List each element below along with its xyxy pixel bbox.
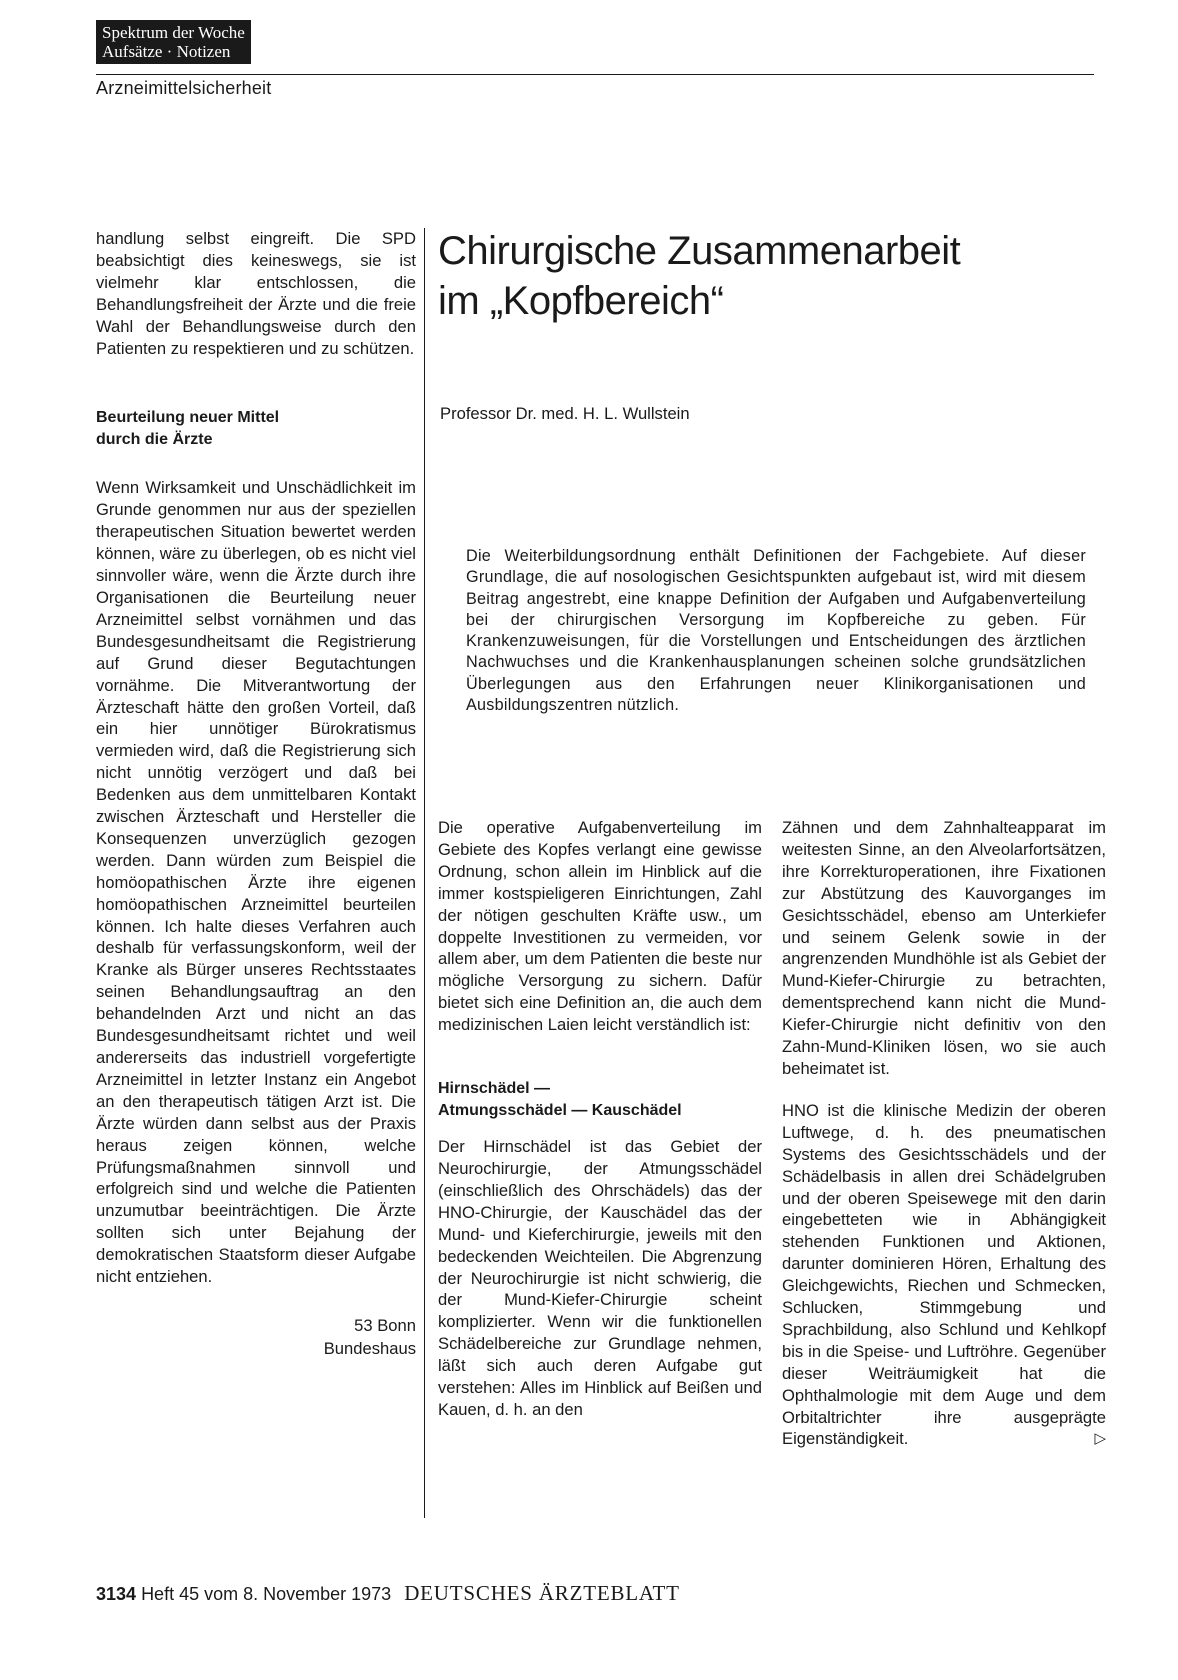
address-line-2: Bundeshaus [323, 1338, 416, 1358]
section-badge [96, 20, 251, 64]
article-title-line-2: im „Kopfbereich“ [438, 279, 724, 323]
middle-subheading-line-1: Hirnschädel — [438, 1080, 551, 1098]
journal-name: DEUTSCHES ÄRZTEBLATT [404, 1581, 680, 1605]
page-footer [96, 1581, 680, 1606]
middle-subheading-line-2: Atmungsschädel — Kauschädel [438, 1102, 682, 1120]
right-paragraph-2-text: HNO ist die klinische Medizin der oberen Luftwege, d. h. des pneumatischen Systems des Gesichtsschädels und der Schädelbasis in allen drei Schädelgruben und der oberen Speisewege mit den darin eingebetteten wie in Abhängigkeit stehenden Funktionen und Aktionen, darunter dominieren Hören, Erhaltung des Gleichgewichts, Riechen und Schmecken, Schlucken, Stimmgebung und Sprachbildung, also Schlund und Kehlkopf bis in die Speise- und Luftröhre. Gegenüber dieser Weiträumigkeit hat die Ophthalmologie mit dem Auge und dem Orbitaltrichter ihre ausgeprägte Eigenständigkeit. [782, 1100, 1106, 1449]
column-divider [424, 228, 425, 1518]
middle-subheading [438, 1078, 762, 1122]
middle-paragraph-2: Der Hirnschädel ist das Gebiet der Neurochirurgie, der Atmungsschädel (einschließlich des Ohrschädels) das der HNO-Chirurgie, der Kauschädel das der Mund- und Kieferchirurgie, jeweils mit den bedeckenden Weichteilen. Die Abgrenzung der Neurochirurgie ist nicht schwierig, die der Mund-Kiefer-Chirurgie scheint komplizierter. Wenn wir die funktionellen Schädelbereiche zur Grundlage nehmen, läßt sich auch deren Aufgabe gut verstehen: Alles im Hinblick auf Beißen und Kauen, d. h. an den [438, 1137, 762, 1419]
right-column [782, 817, 1106, 1450]
article-title [438, 226, 960, 326]
left-column [96, 228, 416, 1360]
section-label: Arzneimittelsicherheit [96, 78, 272, 98]
article-abstract: Die Weiterbildungsordnung enthält Definitionen der Fachgebiete. Auf dieser Grundlage, die auf nosologischen Gesichtspunkten aufgebaut ist, wird mit diesem Beitrag angestrebt, eine knappe Definition der Aufgaben und Aufgabenverteilung bei der chirurgischen Versorgung im Kopfbereiche zu geben. Für Krankenzuweisungen, für die Vorstellungen und Entscheidungen des ärztlichen Nachwuchses und die Krankenhausplanungen scheinen solche grundsätzlichen Überlegungen aus den Erfahrungen neuer Klinikorganisationen und Ausbildungszentren nützlich. [466, 547, 1086, 715]
left-subheading-line-1: Beurteilung neuer Mittel [96, 409, 280, 427]
page-number: 3134 [96, 1584, 137, 1604]
left-body-paragraph: Wenn Wirksamkeit und Unschädlichkeit im Grunde genommen nur aus der speziellen therapeutischen Situation bewertet werden können, wäre zu überlegen, ob es nicht viel sinnvoller wäre, wenn die Ärzte durch ihre Organisationen die Beurteilung neuer Arzneimittel selbst vornähmen und das Bundesgesundheitsamt die Registrierung auf Grund dieser Begutachtungen vornähme. Die Mitverantwortung der Ärzteschaft hätte den großen Vorteil, daß ein hier unnötiger Bürokratismus vermieden wird, daß die Registrierung sich nicht unnötig verzögert und daß bei Bedenken aus dem unmittelbaren Kontakt zwischen Ärzteschaft und Hersteller die Konsequenzen unverzüglich gezogen werden. Dann würden zum Beispiel die homöopathischen Ärzte ihre eigenen homöopathischen Arzneimittel beurteilen können. Ich halte dieses Verfahren auch deshalb für verfassungskonform, weil der Kranke als Bürger unseres Rechtsstaates seinen Behandlungsauftrag an den behandelnden Arzt und nicht an das Bundesgesundheitsamt richtet und weil andererseits das industriell vorgefertigte Arzneimittel in letzter Instanz ein Angebot an den therapeutisch tätigen Arzt ist. Die Ärzte würden dann selbst aus der Praxis heraus zeigen können, welche Prüfungsmaßnahmen sinnvoll und erfolgreich sind und welche die Patienten unzumutbar beeinträchtigen. Die Ärzte sollten sich unter Bejahung der demokratischen Staatsform dieser Aufgabe nicht entziehen. [96, 478, 416, 1287]
left-subheading [96, 407, 416, 451]
address-block [96, 1314, 416, 1360]
author-line: Professor Dr. med. H. L. Wullstein [440, 404, 690, 423]
badge-line-2: Aufsätze · Notizen [102, 42, 231, 61]
issue-info: Heft 45 vom 8. November 1973 [141, 1584, 392, 1604]
article-title-line-1: Chirurgische Zusammenarbeit [438, 229, 961, 273]
badge-line-1: Spektrum der Woche [102, 23, 245, 42]
left-subheading-line-2: durch die Ärzte [96, 431, 213, 449]
address-line-1: 53 Bonn [354, 1315, 416, 1335]
right-paragraph-2 [782, 1100, 1106, 1451]
continue-arrow-icon: ▷ [1094, 1430, 1106, 1448]
header-rule [96, 74, 1094, 75]
right-paragraph-1: Zähnen und dem Zahnhalteapparat im weitesten Sinne, an den Alveolarfortsätzen, ihre Korrekturoperationen, ihre Fixationen zur Abstützung des Kauvorganges im Gesichtsschädel, ebenso am Unterkiefer und seinem Gelenk sowie in der angrenzenden Mundhöhle ist als Gebiet der Mund-Kiefer-Chirurgie zu betrachten, dementsprechend kann nicht die Mund-Kiefer-Chirurgie nicht definitiv von den Zahn-Mund-Kliniken lösen, wo sie auch beheimatet ist. [782, 818, 1106, 1078]
middle-column [438, 817, 762, 1421]
left-intro-paragraph: handlung selbst eingreift. Die SPD beabsichtigt dies keineswegs, sie ist vielmehr klar entschlossen, die Behandlungsfreiheit der Ärzte und die freie Wahl der Behandlungsweise durch den Patienten zu respektieren und zu schützen. [96, 229, 416, 358]
middle-paragraph-1: Die operative Aufgabenverteilung im Gebiete des Kopfes verlangt eine gewisse Ordnung, schon allein im Hinblick auf die immer kostspieligeren Einrichtungen, Zahl der nötigen geschulten Kräfte usw., um doppelte Investitionen zu vermeiden, vor allem aber, um dem Patienten die beste nur mögliche Versorgung zu sichern. Dafür bietet sich eine Definition an, die auch dem medizinischen Laien leicht verständlich ist: [438, 818, 762, 1035]
